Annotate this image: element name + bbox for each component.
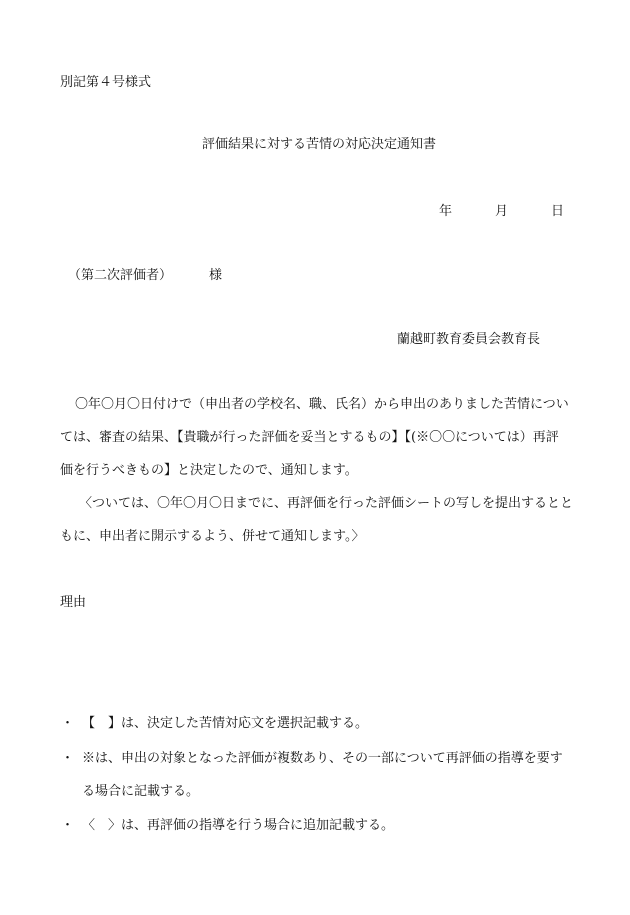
body-line-4: 〈ついては、〇年〇月〇日までに、再評価を行った評価シートの写しを提出するとと	[79, 496, 574, 511]
body-line-3: 価を行うべきもの】と決定したので、通知します。	[60, 463, 358, 478]
body-line-2: ては、審査の結果、【貴職が行った評価を妥当とするもの】【(※〇〇については）再評	[60, 430, 559, 445]
date-year-label: 年	[439, 204, 453, 219]
note-bullet-1: ・	[61, 716, 75, 731]
body-line-1: 〇年〇月〇日付けで（申出者の学校名、職、氏名）から申出のありました苦情につい	[75, 397, 569, 412]
form-number: 別記第４号様式	[60, 75, 152, 90]
recipient-name: （第二次評価者）	[68, 268, 173, 283]
note-item-2-continued: る場合に記載する。	[82, 784, 200, 799]
note-item-1: 【 】は、決定した苦情対応文を選択記載する。	[82, 716, 369, 731]
reason-label: 理由	[60, 595, 87, 610]
note-bullet-3: ・	[61, 818, 75, 833]
sender-name: 蘭越町教育委員会教育長	[397, 332, 541, 347]
note-item-3: 〈 〉は、再評価の指導を行う場合に追加記載する。	[82, 818, 395, 833]
note-bullet-2: ・	[61, 751, 75, 766]
date-day-label: 日	[551, 204, 565, 219]
date-month-label: 月	[495, 204, 509, 219]
note-item-2: ※は、申出の対象となった評価が複数あり、その一部について再評価の指導を要す	[82, 751, 563, 766]
document-title: 評価結果に対する苦情の対応決定通知書	[202, 137, 437, 152]
recipient-honorific: 様	[209, 268, 223, 283]
body-line-5: もに、申出者に開示するよう、併せて通知します。〉	[60, 529, 365, 544]
